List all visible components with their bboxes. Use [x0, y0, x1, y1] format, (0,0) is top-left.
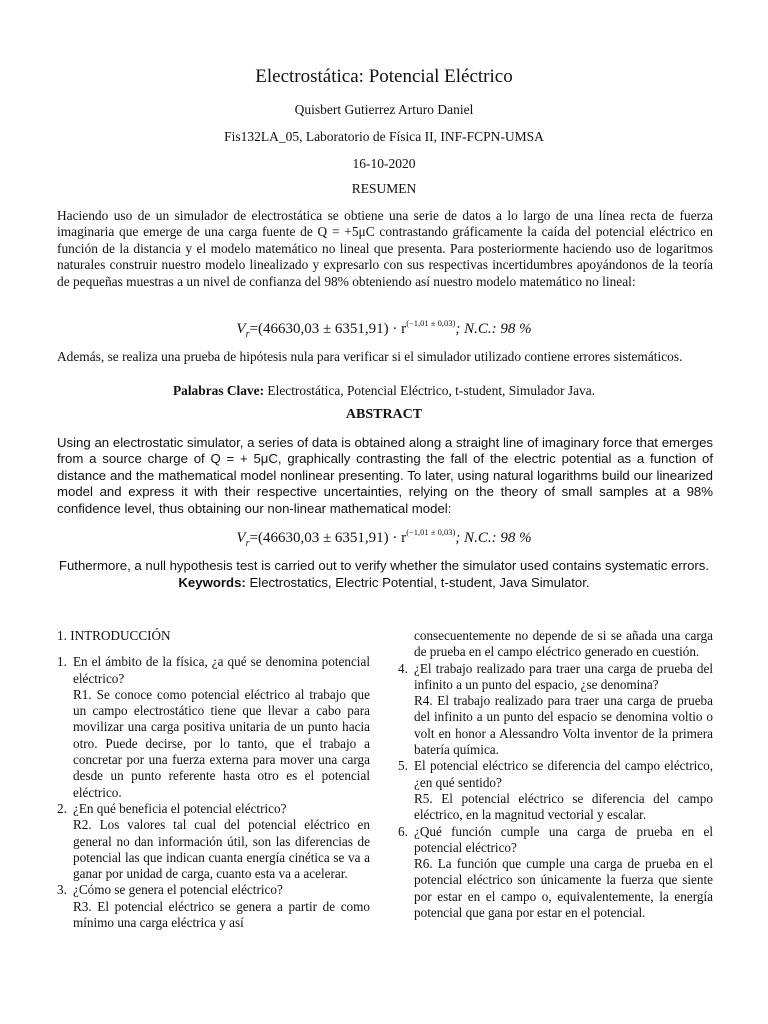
author-name: Quisbert Gutierrez Arturo Daniel [294, 102, 474, 117]
question-6: ¿Qué función cumple una carga de prueba en el potencial eléctrico? [414, 823, 713, 855]
resumen-heading: RESUMEN [351, 181, 417, 196]
question-4: ¿El trabajo realizado para traer una carga de prueba del infinito a un punto del espacio, ¿se denomina? [414, 660, 713, 692]
intro-right-column [398, 628, 713, 921]
answer-3: R3. El potencial eléctrico se genera a partir de como mínimo una carga eléctrica y así [73, 898, 370, 931]
list-item: 6. ¿Qué función cumple una carga de prueba en el potencial eléctrico? R6. La función que cumple una carga de prueba en el potencial eléctrico son únicamente la fuerza que siente por estar en el campo o, equivalentemente, la energía potencial que gana por estar en el potencial. [398, 823, 713, 921]
course-info: Fis132LA_05, Laboratorio de Física II, INF-FCPN-UMSA [224, 129, 544, 144]
question-5: El potencial eléctrico se diferencia del campo eléctrico, ¿en qué sentido? [414, 758, 713, 790]
keywords-es: Palabras Clave: Electrostática, Potencial Eléctrico, t-student, Simulador Java. [172, 383, 596, 398]
answer-5: R5. El potencial eléctrico se diferencia del campo eléctrico, en la magnitud vectorial y escalar. [414, 790, 713, 823]
answer-1: R1. Se conoce como potencial eléctrico al trabajo que un campo electrostático tiene que llevar a cabo para movilizar una carga positiva unitaria de un punto hacia otro. Puede decirse, por lo tanto, que el trabajo a concretar por una fuerza externa para mover una carga desde un punto referente hasta otro es el potencial eléctrico. [73, 686, 370, 800]
question-2: ¿En qué beneficia el potencial eléctrico? [73, 800, 287, 816]
list-item: 1. En el ámbito de la física, ¿a qué se denomina potencial eléctrico? R1. Se conoce como potencial eléctrico al trabajo que un campo electrostático tiene que llevar a cabo para movilizar una carga positiva unitaria de un punto hacia otro. Puede decirse, por lo tanto, que el trabajo a concretar por una fuerza externa para mover una carga desde un punto referente hasta otro es el potencial eléctrico. [57, 654, 370, 800]
answer-6: R6. La función que cumple una carga de prueba en el potencial eléctrico son únicamente la fuerza que siente por estar en el campo o, equivalentemente, la energía potencial que gana por estar en el potencial. [414, 856, 713, 921]
answer-3-continued: consecuentemente no depende de si se añada una carga de prueba en el campo eléctrico generado en cuestión. [414, 628, 713, 660]
resumen-hypothesis: Además, se realiza una prueba de hipótesis nula para verificar si el simulador utilizado contiene errores sistemáticos. [57, 349, 683, 364]
keywords-en: Keywords: Electrostatics, Electric Potential, t-student, Java Simulator. [178, 575, 590, 590]
abstract-paragraph: Using an electrostatic simulator, a series of data is obtained along a straight line of imaginary force that emerges from a source charge of Q = + 5μC, graphically contrasting the fall of the electric potential as a function of distance and the mathematical model nonlinear presenting. To later, using natural logarithms build our linearized model and express it with their respective uncertainties, relying on the theory of small samples at a 98% confidence level, thus obtaining our non-linear mathematical model: [57, 435, 713, 516]
model-formula-en: $V_r=(46630,03 \pm 6351,91) \cdot r^{(-1,01 \pm 0,03)}$; N.C.: 98 % [236, 527, 532, 549]
list-item: 5. El potencial eléctrico se diferencia del campo eléctrico, ¿en qué sentido? R5. El potencial eléctrico se diferencia del campo eléctrico, en la magnitud vectorial y escalar. [398, 758, 713, 823]
resumen-paragraph: Haciendo uso de un simulador de electrostática se obtiene una serie de datos a lo largo de una línea recta de fuerza imaginaria que emerge de una carga fuente de Q = +5μC contrastando gráficamente la caída del potencial eléctrico en función de la distancia y el modelo matemático no lineal que presenta. Para posteriormente haciendo uso de logaritmos naturales construir nuestro modelo linealizado y expresarlo con sus respectivas incertidumbres apoyándonos de la teoría de pequeñas muestras a un nivel de confianza del 98% obteniendo así nuestro modelo matemático no lineal: [57, 208, 713, 289]
intro-left-column [57, 628, 370, 931]
list-item: 2. ¿En qué beneficia el potencial eléctrico? R2. Los valores tal cual del potencial eléctrico en general no dan información útil, son las diferencias de potencial las que indican cuanta energía cinética se va a ganar por unidad de carga, cuanto esta va a acelerar. [57, 800, 370, 882]
model-formula-es: $V_r=(46630,03 \pm 6351,91) \cdot r^{(-1,01 \pm 0,03)}$; N.C.: 98 % [236, 318, 532, 340]
answer-4: R4. El trabajo realizado para traer una carga de prueba del infinito a un punto del espacio se denomina voltio o volt en honor a Alessandro Volta inventor de la primera batería química. [414, 693, 713, 758]
paper-title: Electrostática: Potencial Eléctrico [255, 66, 513, 87]
abstract-hypothesis: Futhermore, a null hypothesis test is carried out to verify whether the simulator used contains systematic errors. [58, 558, 710, 573]
list-item: 4. ¿El trabajo realizado para traer una carga de prueba del infinito a un punto del espacio, ¿se denomina? R4. El trabajo realizado para traer una carga de prueba del infinito a un punto del espacio se denomina voltio o volt en honor a Alessandro Volta inventor de la primera batería química. [398, 660, 713, 758]
question-1: En el ámbito de la física, ¿a qué se denomina potencial eléctrico? [73, 654, 370, 686]
list-item: 3. ¿Cómo se genera el potencial eléctrico? R3. El potencial eléctrico se genera a partir de como mínimo una carga eléctrica y así [57, 882, 370, 931]
paper-date: 16-10-2020 [352, 156, 416, 171]
answer-2: R2. Los valores tal cual del potencial eléctrico en general no dan información útil, son las diferencias de potencial las que indican cuanta energía cinética se va a ganar por unidad de carga, cuanto esta va a acelerar. [73, 817, 370, 882]
question-3: ¿Cómo se genera el potencial eléctrico? [73, 882, 283, 898]
intro-heading: 1. INTRODUCCIÓN [57, 628, 171, 643]
abstract-heading: ABSTRACT [345, 407, 423, 422]
